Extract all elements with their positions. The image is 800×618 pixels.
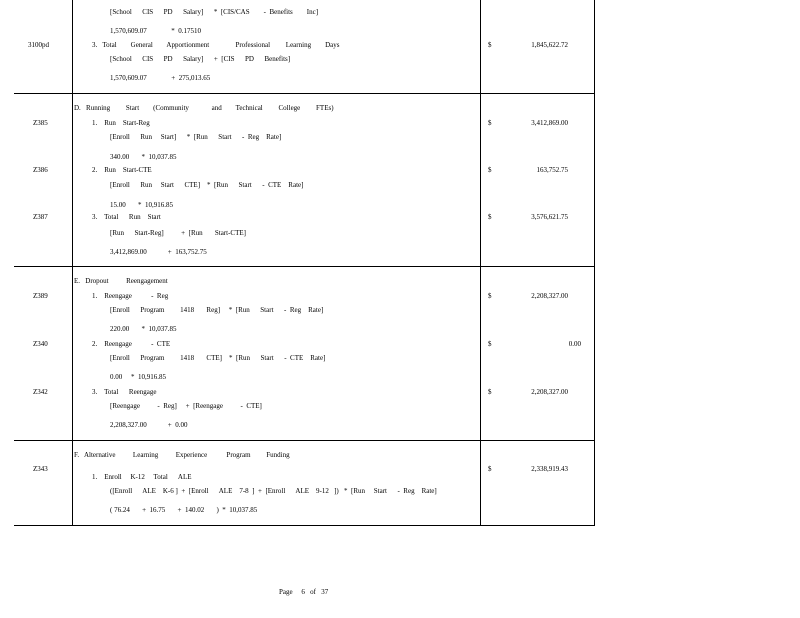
formula-text: [Enroll Program 1418 Reg] * [Run Start - Reg Rate] — [110, 306, 324, 314]
row-line: 3. Total General Apportionment Professional Learning Days — [92, 41, 340, 49]
calc-text: 220.00 * 10,037.85 — [110, 325, 177, 333]
row-line: 3. Total Run Start — [92, 213, 161, 221]
row-divider-3 — [14, 440, 595, 441]
calc-text: 1,570,609.07 * 0.17510 — [110, 27, 201, 35]
dollar-sign: $ — [488, 119, 492, 127]
row-code: Z387 — [33, 213, 48, 221]
formula-text: [Enroll Run Start] * [Run Start - Reg Rate] — [110, 133, 282, 141]
calc-text: 0.00 * 10,916.85 — [110, 373, 166, 381]
amount-value: 2,208,327.00 — [531, 388, 568, 396]
calc-text: 3,412,869.00 + 163,752.75 — [110, 248, 207, 256]
amount-value: 3,576,621.75 — [531, 213, 568, 221]
row-divider-4 — [14, 525, 595, 526]
dollar-sign: $ — [488, 388, 492, 396]
page-number: Page 6 of 37 — [279, 588, 329, 596]
row-line: 2. Reengage - CTE — [92, 340, 171, 348]
row-code: Z386 — [33, 166, 48, 174]
dollar-sign: $ — [488, 340, 492, 348]
calc-text: 2,208,327.00 + 0.00 — [110, 421, 188, 429]
section-heading: D. Running Start (Community and Technical College FTEs) — [74, 104, 334, 112]
left-column-divider — [72, 0, 73, 526]
dollar-sign: $ — [488, 292, 492, 300]
row-divider-1 — [14, 93, 595, 94]
dollar-sign: $ — [488, 465, 492, 473]
calc-text: 340.00 * 10,037.85 — [110, 153, 177, 161]
amount-value: 163,752.75 — [536, 166, 568, 174]
formula-text: [Enroll Program 1418 CTE] * [Run Start - CTE Rate] — [110, 354, 326, 362]
row-line: 1. Reengage - Reg — [92, 292, 169, 300]
row-code: Z385 — [33, 119, 48, 127]
row-code: Z343 — [33, 465, 48, 473]
amount-value: 0.00 — [568, 340, 581, 348]
dollar-sign: $ — [488, 213, 492, 221]
calc-text: ( 76.24 + 16.75 + 140.02 ) * 10,037.85 — [110, 506, 258, 514]
calc-text: 1,570,609.07 + 275,013.65 — [110, 74, 211, 82]
section-heading: E. Dropout Reengagement — [74, 277, 168, 285]
amount-value: 2,208,327.00 — [531, 292, 568, 300]
formula-text: [School CIS PD Salary] * [CIS/CAS - Benefits Inc] — [110, 8, 319, 16]
row-divider-2 — [14, 266, 595, 267]
section-heading: F. Alternative Learning Experience Program Funding — [74, 451, 290, 459]
dollar-sign: $ — [488, 166, 492, 174]
formula-text: [Enroll Run Start CTE] * [Run Start - CTE Rate] — [110, 181, 304, 189]
formula-text: [Reengage - Reg] + [Reengage - CTE] — [110, 402, 262, 410]
amount-column-divider — [480, 0, 481, 526]
calc-text: 15.00 * 10,916.85 — [110, 201, 173, 209]
dollar-sign: $ — [488, 41, 492, 49]
row-code: Z342 — [33, 388, 48, 396]
row-code: Z389 — [33, 292, 48, 300]
row-line: 1. Enroll K-12 Total ALE — [92, 473, 192, 481]
row-code: Z340 — [33, 340, 48, 348]
formula-text: [School CIS PD Salary] + [CIS PD Benefits] — [110, 55, 291, 63]
amount-value: 2,338,919.43 — [531, 465, 568, 473]
row-line: 1. Run Start-Reg — [92, 119, 150, 127]
right-border — [594, 0, 595, 526]
formula-text: ([Enroll ALE K-6 ] + [Enroll ALE 7-8 ] + [Enroll ALE 9-12 ]) * [Run Start - Reg Rate] — [110, 487, 437, 495]
row-line: 2. Run Start-CTE — [92, 166, 152, 174]
row-line: 3. Total Reengage — [92, 388, 157, 396]
formula-text: [Run Start-Reg] + [Run Start-CTE] — [110, 229, 246, 237]
amount-value: 3,412,869.00 — [531, 119, 568, 127]
amount-value: 1,845,622.72 — [531, 41, 568, 49]
row-code: 3100pd — [28, 41, 49, 49]
